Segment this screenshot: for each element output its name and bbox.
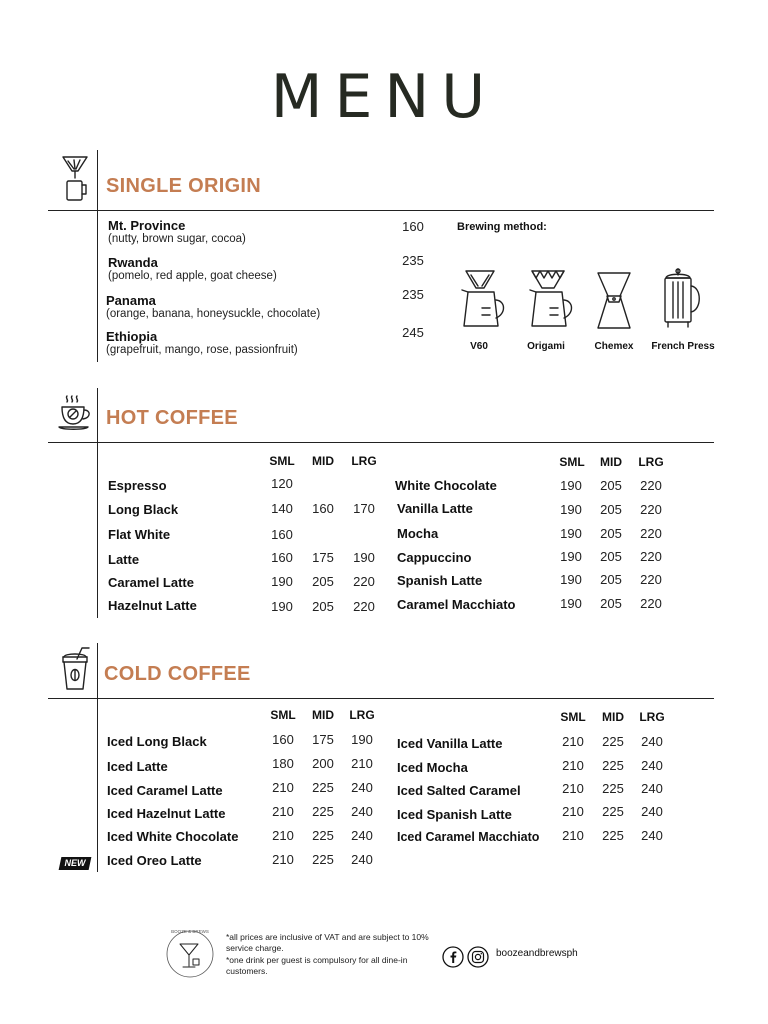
menu-item-name: Iced Mocha: [397, 760, 468, 775]
col-header-lrg: LRG: [639, 710, 665, 724]
price-mid: 205: [600, 526, 622, 541]
price-sml: 190: [560, 549, 582, 564]
item-name: Mt. Province: [108, 218, 186, 233]
iced-cup-icon: [60, 645, 92, 698]
item-desc: (grapefruit, mango, rose, passionfruit): [106, 344, 298, 356]
new-badge-label: NEW: [64, 858, 86, 868]
price-lrg: 240: [351, 852, 373, 867]
item-name: Panama: [106, 293, 156, 308]
social-handle[interactable]: boozeandbrewsph: [496, 948, 578, 959]
menu-item-name: Vanilla Latte: [397, 501, 473, 516]
menu-item-name: Latte: [108, 552, 140, 567]
price-sml: 180: [272, 756, 294, 771]
origami-icon: [528, 268, 576, 335]
item-price: 160: [402, 219, 424, 234]
price-lrg: 240: [641, 734, 663, 749]
col-header-lrg: LRG: [349, 708, 375, 722]
price-lrg: 240: [641, 758, 663, 773]
french-press-icon: [660, 268, 704, 335]
col-header-lrg: LRG: [638, 455, 664, 469]
price-mid: 225: [312, 828, 334, 843]
price-lrg: 240: [641, 828, 663, 843]
price-sml: 160: [271, 550, 293, 565]
price-mid: 205: [312, 599, 334, 614]
price-mid: 225: [602, 781, 624, 796]
col-header-mid: MID: [312, 708, 334, 722]
col-header-sml: SML: [269, 454, 295, 468]
price-lrg: 240: [641, 781, 663, 796]
menu-item-name: Iced Spanish Latte: [397, 807, 512, 822]
menu-item-name: Iced Hazelnut Latte: [107, 806, 226, 821]
menu-item-name: Iced Caramel Latte: [107, 783, 223, 798]
price-sml: 210: [562, 828, 584, 843]
price-sml: 190: [271, 599, 293, 614]
price-lrg: 240: [641, 804, 663, 819]
chemex-icon: [594, 270, 638, 337]
price-sml: 210: [272, 804, 294, 819]
brand-logo-text: BOOZE & BREWS: [171, 929, 209, 934]
brewing-title: Brewing method:: [457, 221, 547, 233]
price-lrg: 220: [640, 478, 662, 493]
price-mid: 205: [600, 572, 622, 587]
price-sml: 210: [562, 804, 584, 819]
menu-item-name: White Chocolate: [395, 478, 497, 493]
item-desc: (pomelo, red apple, goat cheese): [108, 270, 277, 282]
price-lrg: 220: [640, 572, 662, 587]
price-sml: 160: [271, 527, 293, 542]
price-mid: 205: [312, 574, 334, 589]
item-price: 235: [402, 287, 424, 302]
footer-note-vat: *all prices are inclusive of VAT and are subject to 10% service charge.: [226, 932, 429, 953]
price-lrg: 240: [351, 828, 373, 843]
price-lrg: 220: [640, 502, 662, 517]
price-sml: 190: [560, 502, 582, 517]
brew-label-chemex: Chemex: [594, 341, 634, 352]
brew-label-v60: V60: [470, 341, 488, 352]
footer-note-dine-in: *one drink per guest is compulsory for all dine-in customers.: [226, 955, 408, 976]
col-header-mid: MID: [602, 710, 624, 724]
menu-item-name: Spanish Latte: [397, 573, 483, 588]
price-sml: 210: [562, 781, 584, 796]
section-title-cold-coffee: COLD COFFEE: [104, 663, 251, 685]
item-price: 235: [402, 253, 424, 268]
menu-item-name: Iced Vanilla Latte: [397, 736, 503, 751]
menu-item-name: Flat White: [108, 527, 171, 542]
menu-item-name: Caramel Macchiato: [397, 597, 516, 612]
menu-item-name: Iced Caramel Macchiato: [397, 830, 540, 844]
price-sml: 190: [560, 572, 582, 587]
list-item: [108, 218, 246, 245]
item-name: Rwanda: [108, 255, 158, 270]
menu-item-name: Caramel Latte: [108, 575, 194, 590]
price-lrg: 220: [353, 574, 375, 589]
hot-cup-icon: [58, 394, 92, 437]
price-sml: 210: [272, 852, 294, 867]
price-sml: 160: [272, 732, 294, 747]
price-mid: 200: [312, 756, 334, 771]
menu-item-name: Mocha: [397, 526, 439, 541]
price-mid: 225: [602, 758, 624, 773]
list-item: [106, 329, 298, 356]
price-mid: 160: [312, 501, 334, 516]
col-header-sml: SML: [270, 708, 296, 722]
price-mid: 225: [312, 852, 334, 867]
price-sml: 120: [271, 476, 293, 491]
price-sml: 210: [272, 828, 294, 843]
price-mid: 225: [312, 804, 334, 819]
price-mid: 175: [312, 732, 334, 747]
instagram-icon[interactable]: [467, 946, 489, 973]
price-sml: 210: [272, 780, 294, 795]
item-name: Ethiopia: [106, 329, 158, 344]
price-mid: 205: [600, 502, 622, 517]
price-sml: 140: [271, 501, 293, 516]
price-sml: 210: [562, 734, 584, 749]
price-sml: 210: [562, 758, 584, 773]
price-mid: 225: [312, 780, 334, 795]
col-header-mid: MID: [600, 455, 622, 469]
price-mid: 205: [600, 596, 622, 611]
price-sml: 190: [560, 596, 582, 611]
price-sml: 190: [271, 574, 293, 589]
menu-item-name: Espresso: [108, 478, 167, 493]
price-lrg: 170: [353, 501, 375, 516]
menu-item-name: Iced White Chocolate: [107, 829, 239, 844]
price-lrg: 220: [640, 526, 662, 541]
menu-item-name: Iced Long Black: [107, 734, 207, 749]
price-lrg: 220: [353, 599, 375, 614]
menu-item-name: Iced Oreo Latte: [107, 853, 202, 868]
facebook-icon[interactable]: [442, 946, 464, 973]
price-lrg: 210: [351, 756, 373, 771]
menu-item-name: Cappuccino: [397, 550, 472, 565]
menu-item-name: Iced Salted Caramel: [397, 783, 521, 798]
price-lrg: 190: [353, 550, 375, 565]
price-lrg: 240: [351, 804, 373, 819]
list-item: [106, 293, 320, 320]
price-sml: 190: [560, 478, 582, 493]
col-header-sml: SML: [559, 455, 585, 469]
col-header-lrg: LRG: [351, 454, 377, 468]
menu-item-name: Long Black: [108, 502, 179, 517]
menu-item-name: Iced Latte: [107, 759, 168, 774]
price-mid: 175: [312, 550, 334, 565]
brew-label-french-press: French Press: [651, 341, 715, 352]
item-price: 245: [402, 325, 424, 340]
brand-logo: [166, 928, 216, 987]
item-desc: (orange, banana, honeysuckle, chocolate): [106, 308, 321, 320]
brew-label-origami: Origami: [527, 341, 565, 352]
price-mid: 225: [602, 828, 624, 843]
price-mid: 225: [602, 734, 624, 749]
menu-item-name: Hazelnut Latte: [108, 598, 197, 613]
price-lrg: 190: [351, 732, 373, 747]
price-sml: 190: [560, 526, 582, 541]
section-title-hot-coffee: HOT COFFEE: [106, 407, 238, 429]
page-title: MENU: [270, 62, 498, 132]
v60-icon: [460, 268, 508, 335]
price-lrg: 220: [640, 549, 662, 564]
price-mid: 205: [600, 478, 622, 493]
price-mid: 225: [602, 804, 624, 819]
price-mid: 205: [600, 549, 622, 564]
pour-over-icon: [60, 154, 90, 209]
col-header-mid: MID: [312, 454, 334, 468]
price-lrg: 220: [640, 596, 662, 611]
list-item: [108, 255, 277, 282]
item-desc: (nutty, brown sugar, cocoa): [108, 233, 246, 245]
price-lrg: 240: [351, 780, 373, 795]
col-header-sml: SML: [560, 710, 586, 724]
section-title-single-origin: SINGLE ORIGIN: [106, 175, 262, 197]
